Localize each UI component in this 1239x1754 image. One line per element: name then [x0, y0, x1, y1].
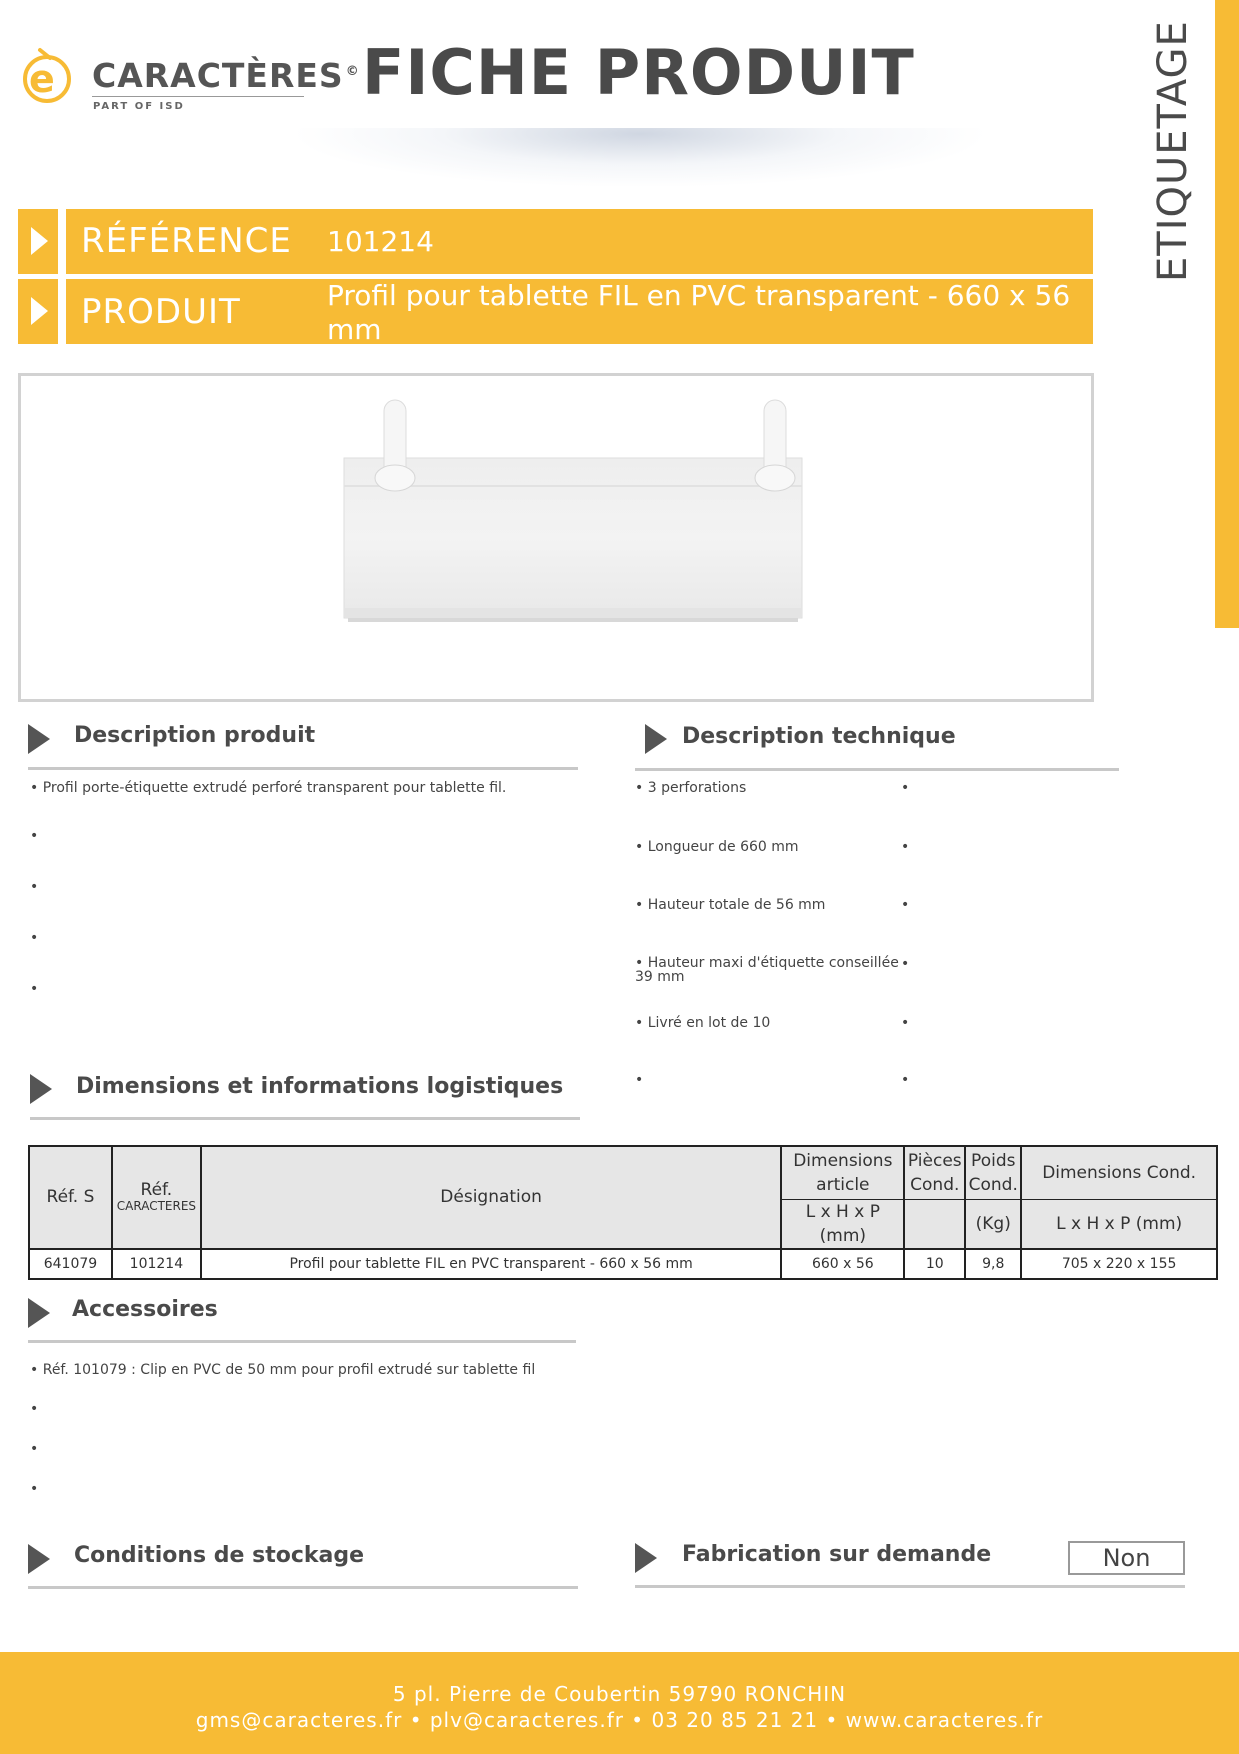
brand-rule: [92, 96, 304, 97]
col-poids: Poids Cond.: [965, 1146, 1021, 1199]
section-arrow-icon: [28, 1298, 50, 1328]
product-image-frame: [18, 373, 1094, 702]
cell-ref-s: 641079: [29, 1249, 112, 1279]
list-item: •: [30, 930, 39, 946]
list-item: •: [30, 1441, 39, 1457]
list-item: •: [901, 1072, 910, 1088]
product-image: [21, 376, 1091, 699]
section-rule: [635, 1585, 1185, 1588]
cell-poids: 9,8: [965, 1249, 1021, 1279]
section-arrow-icon: [30, 1074, 52, 1104]
list-item: •: [30, 981, 39, 997]
list-item: •: [635, 1072, 644, 1088]
brand-name: CARACTÈRES ©: [92, 56, 360, 95]
unit-dim-article: L x H x P (mm): [781, 1199, 904, 1249]
unit-dim-cond: L x H x P (mm): [1021, 1199, 1217, 1249]
logistics-table: [28, 1145, 1218, 1280]
list-item: •: [30, 1481, 39, 1497]
list-item: • Hauteur maxi d'étiquette conseillée 39 mm: [635, 955, 899, 985]
logistique-title: Dimensions et informations logistiques: [76, 1074, 564, 1099]
reference-label: RÉFÉRENCE: [81, 221, 292, 261]
reference-bar: [66, 209, 1093, 274]
section-rule: [28, 1340, 576, 1343]
fabrication-title: Fabrication sur demande: [682, 1542, 992, 1567]
cell-designation: Profil pour tablette FIL en PVC transparent - 660 x 56 mm: [201, 1249, 782, 1279]
header-shadow: [290, 128, 990, 188]
category-label: ETIQUETAGE: [1150, 20, 1196, 282]
product-arrow: [18, 279, 58, 344]
svg-text:e: e: [29, 57, 55, 101]
stockage-title: Conditions de stockage: [74, 1543, 365, 1568]
play-arrow-icon: [31, 227, 48, 255]
section-arrow-icon: [28, 724, 50, 754]
unit-poids: (Kg): [965, 1199, 1021, 1249]
unit-pieces: [904, 1199, 965, 1249]
section-rule: [28, 767, 578, 770]
list-item: •: [901, 780, 910, 796]
list-item: •: [30, 1401, 39, 1417]
list-item: •: [30, 879, 39, 895]
col-designation: Désignation: [201, 1146, 782, 1249]
list-item: •: [901, 897, 910, 913]
brand-subtitle: PART OF ISD: [93, 101, 185, 112]
description-technique-title: Description technique: [682, 724, 956, 749]
list-item: •: [901, 956, 910, 972]
section-rule: [30, 1117, 580, 1120]
table-row: [29, 1249, 1217, 1279]
list-item: • Réf. 101079 : Clip en PVC de 50 mm pour profil extrudé sur tablette fil: [30, 1362, 536, 1378]
col-ref-caracteres: Réf. CARACTERES: [112, 1146, 201, 1249]
description-produit-title: Description produit: [74, 723, 316, 748]
list-item: • Hauteur totale de 56 mm: [635, 897, 826, 913]
list-item: • 3 perforations: [635, 780, 747, 796]
reference-arrow: [18, 209, 58, 274]
product-bar: [66, 279, 1093, 344]
cell-pieces: 10: [904, 1249, 965, 1279]
section-rule: [28, 1586, 578, 1589]
col-dim-cond: Dimensions Cond.: [1021, 1146, 1217, 1199]
fabrication-value: Non: [1068, 1541, 1185, 1575]
footer-address: 5 pl. Pierre de Coubertin 59790 RONCHIN: [392, 1682, 847, 1706]
cell-ref-caracteres: 101214: [112, 1249, 201, 1279]
product-label: PRODUIT: [81, 292, 241, 332]
section-arrow-icon: [635, 1543, 657, 1573]
list-item: •: [901, 839, 910, 855]
footer-contacts: gms@caracteres.fr • plv@caracteres.fr • 03 20 85 21 21 • www.caracteres.fr: [195, 1708, 1044, 1732]
list-item: • Livré en lot de 10: [635, 1015, 771, 1031]
cell-dim-cond: 705 x 220 x 155: [1021, 1249, 1217, 1279]
list-item: •: [901, 1015, 910, 1031]
page-title: FICHE PRODUIT: [362, 36, 915, 109]
section-arrow-icon: [645, 724, 667, 754]
brand-logo-icon: [16, 46, 78, 104]
cell-dim-article: 660 x 56: [781, 1249, 904, 1279]
col-ref-s: Réf. S: [29, 1146, 112, 1249]
reference-value: 101214: [327, 225, 434, 258]
list-item: • Longueur de 660 mm: [635, 839, 799, 855]
list-item: •: [30, 828, 39, 844]
accessoires-title: Accessoires: [72, 1297, 218, 1322]
list-item: • Profil porte-étiquette extrudé perforé transparent pour tablette fil.: [30, 780, 507, 796]
footer: [0, 1652, 1239, 1754]
section-rule: [635, 768, 1119, 771]
play-arrow-icon: [31, 297, 48, 325]
side-accent-tab: [1215, 0, 1239, 628]
col-pieces: Pièces Cond.: [904, 1146, 965, 1199]
section-arrow-icon: [28, 1544, 50, 1574]
product-value: Profil pour tablette FIL en PVC transparent - 660 x 56 mm: [327, 279, 1071, 346]
col-dim-article: Dimensions article: [781, 1146, 904, 1199]
